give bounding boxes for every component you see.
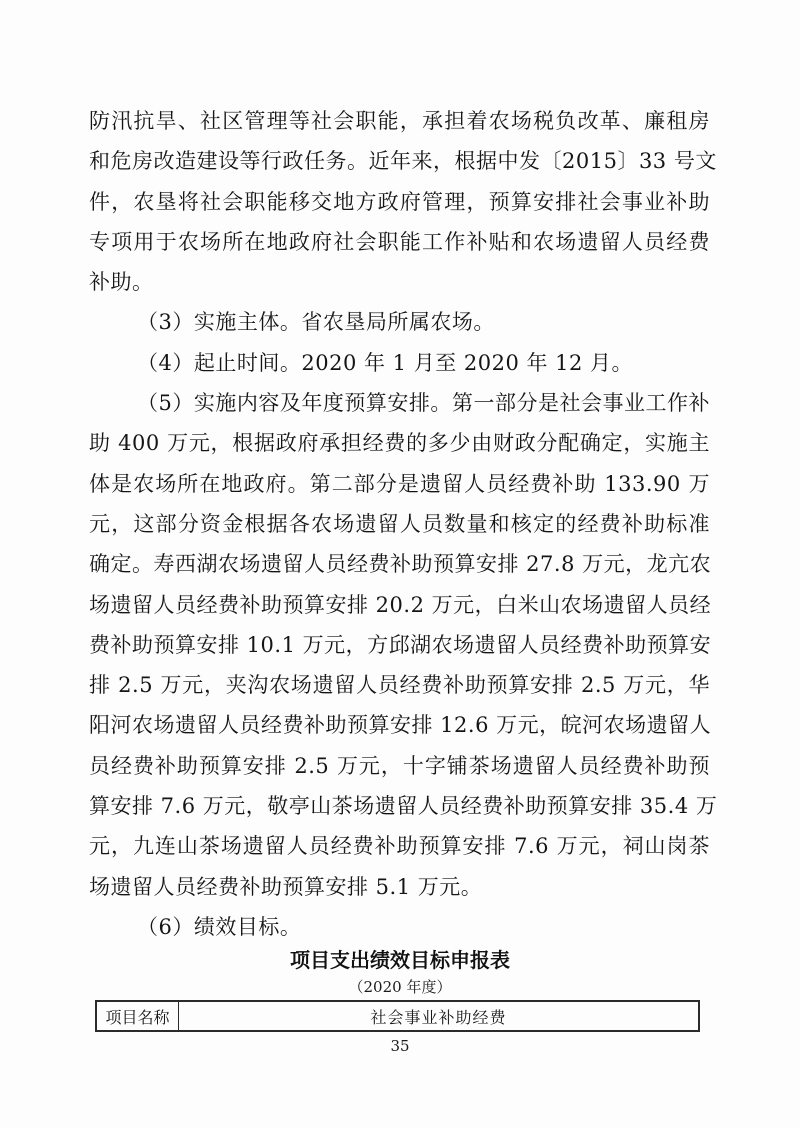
performance-table [95,1000,700,1032]
text-line-item-6: （6）绩效目标。 [137,914,302,939]
text-line: 补助。 [89,270,154,295]
table-cell-project-name-label: 项目名称 [97,1002,179,1030]
text-line: 阳河农场遗留人员经费补助预算安排 12.6 万元，皖河农场遗留人 [89,713,712,738]
body-text-block [89,101,718,947]
performance-table-title: 项目支出绩效目标申报表 [290,948,510,972]
text-line: 专项用于农场所在地政府社会职能工作补贴和农场遗留人员经费 [89,229,710,254]
text-line: 元，九连山茶场遗留人员经费补助预算安排 7.6 万元，祠山岗茶 [89,834,710,859]
text-line: 算安排 7.6 万元，敬亭山茶场遗留人员经费补助预算安排 35.4 万 [89,794,718,819]
text-line: 费补助预算安排 10.1 万元，方邱湖农场遗留人员经费补助预算安 [89,632,712,657]
text-line-item-4: （4）起止时间。2020 年 1 月至 2020 年 12 月。 [137,350,634,375]
text-line: 员经费补助预算安排 2.5 万元，十字铺茶场遗留人员经费补助预 [89,753,710,778]
text-line: 和危房改造建设等行政任务。近年来，根据中发〔2015〕33 号文 [89,149,717,174]
text-line: 元，这部分资金根据各农场遗留人员数量和核定的经费补助标准 [89,511,710,536]
text-line: 场遗留人员经费补助预算安排 5.1 万元。 [89,874,483,899]
page-number: 35 [390,1037,410,1055]
table-cell-project-name-value: 社会事业补助经费 [370,1007,507,1027]
text-line: 防汛抗旱、社区管理等社会职能，承担着农场税负改革、廉租房 [89,109,710,133]
text-line: 确定。寿西湖农场遗留人员经费补助预算安排 27.8 万元，龙亢农 [89,552,712,577]
text-line-item-5: （5）实施内容及年度预算安排。第一部分是社会事业工作补 [137,391,710,416]
performance-table-subtitle: （2020 年度） [348,978,452,996]
text-line: 体是农场所在地政府。第二部分是遗留人员经费补助 133.90 万 [89,471,710,496]
text-line: 场遗留人员经费补助预算安排 20.2 万元，白米山农场遗留人员经 [89,592,712,617]
table-row [97,1002,698,1030]
text-line-item-3: （3）实施主体。省农垦局所属农场。 [137,310,495,335]
text-line: 排 2.5 万元，夹沟农场遗留人员经费补助预算安排 2.5 万元，华 [89,673,710,698]
text-line: 助 400 万元，根据政府承担经费的多少由财政分配确定，实施主 [89,431,710,456]
text-line: 件，农垦将社会职能移交地方政府管理，预算安排社会事业补助 [89,189,710,214]
